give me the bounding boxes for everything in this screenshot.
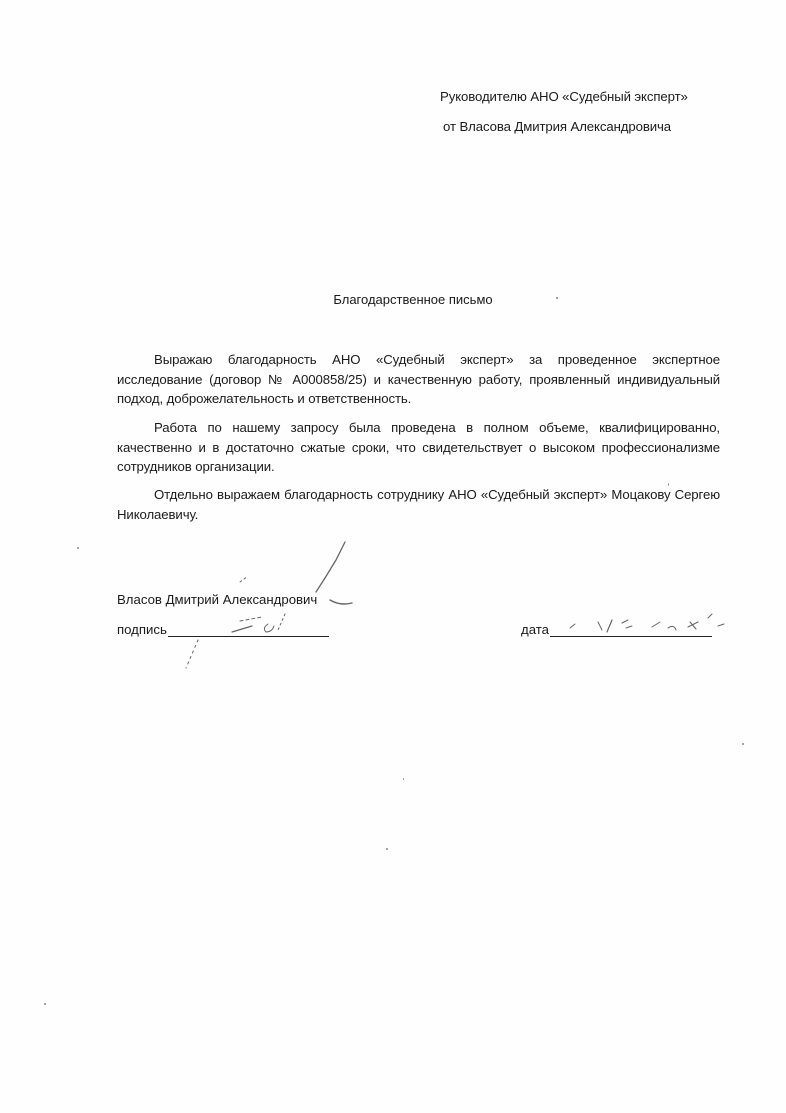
paragraph-employee-thanks: Отдельно выражаем благодарность сотруднику АНО «Судебный эксперт» Моцакову Сергею Николаевичу. <box>117 487 720 522</box>
scan-speck <box>556 297 558 299</box>
scan-speck <box>77 547 79 549</box>
addressee-from: от Власова Дмитрия Александровича <box>443 119 672 134</box>
date-label: дата <box>521 622 549 637</box>
paragraph-work-quality: Работа по нашему запросу была проведена в полном объеме, квалифицированно, качественно и в достаточно сжатые сроки, что свидетельствует о высоком профессионализме сотрудников организации. <box>117 420 720 474</box>
scan-speck <box>668 483 669 486</box>
scan-speck <box>403 778 404 780</box>
signature-label: подпись <box>117 622 167 637</box>
date-line <box>550 636 712 637</box>
paragraph-gratitude: Выражаю благодарность АНО «Судебный эксперт» за проведенное экспертное исследование (договор № А000858/25) и качественную работу, проявленный индивидуальный подход, доброжелательность и ответственность. <box>117 352 720 406</box>
addressee-to: Руководителю АНО «Судебный эксперт» <box>440 89 688 104</box>
scan-speck <box>742 743 744 745</box>
signer-name: Власов Дмитрий Александрович <box>117 592 318 607</box>
letter-title: Благодарственное письмо <box>333 292 493 307</box>
scan-speck <box>44 1003 46 1005</box>
scan-speck <box>386 848 388 850</box>
signature-line <box>168 636 329 637</box>
